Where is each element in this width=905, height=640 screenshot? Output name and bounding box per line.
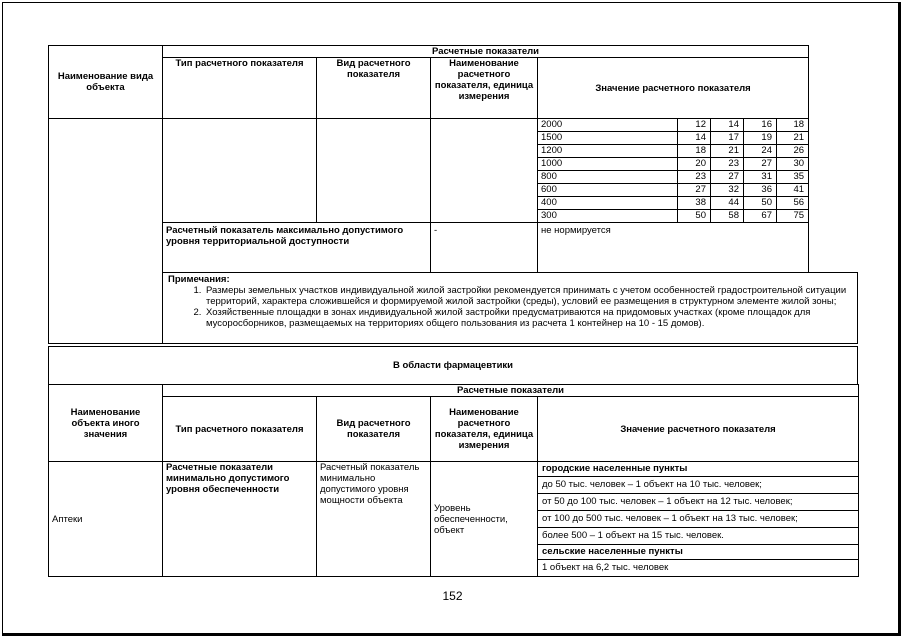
group-header: Расчетные показатели — [163, 46, 809, 58]
group-header: Расчетные показатели — [163, 385, 859, 397]
note-item: 2. Хозяйственные площадки в зонах индивидуальной жилой застройки предусматриваются на придомовых участках (кроме площадок для мусоросборников, размещаемых на территориях общего пользования из расчета 1 контейнер на 10 - 15 домов). — [204, 307, 852, 329]
density-value: 16 — [744, 119, 777, 132]
area-value: 300 — [538, 210, 678, 223]
col-name-header: Наименование расчетного показателя, единица измерения — [431, 58, 538, 119]
rural-title: сельские населенные пункты — [542, 546, 683, 557]
pharmacy-object: Аптеки — [49, 462, 163, 577]
col-kind-header: Вид расчетного показателя — [317, 58, 431, 119]
area-value: 1000 — [538, 158, 678, 171]
density-value: 56 — [777, 197, 809, 210]
density-value: 20 — [678, 158, 711, 171]
object-cell — [49, 119, 163, 344]
max-indicator-kind: - — [431, 223, 538, 273]
pharmacy-name: Уровень обеспеченности, объект — [431, 462, 538, 577]
density-value: 26 — [777, 145, 809, 158]
density-value: 58 — [711, 210, 744, 223]
density-value: 27 — [711, 171, 744, 184]
col-value-header: Значение расчетного показателя — [538, 397, 859, 462]
density-value: 30 — [777, 158, 809, 171]
type-cell — [163, 119, 317, 223]
area-value: 800 — [538, 171, 678, 184]
urban-line: более 500 – 1 объект на 15 тыс. человек. — [538, 527, 858, 544]
density-value: 21 — [711, 145, 744, 158]
urban-title: городские населенные пункты — [542, 463, 688, 474]
max-indicator-type: Расчетный показатель максимально допустимого уровня территориальной доступности — [163, 223, 431, 273]
urban-line: до 50 тыс. человек – 1 объект на 10 тыс. человек; — [538, 476, 858, 493]
density-value: 31 — [744, 171, 777, 184]
density-value: 44 — [711, 197, 744, 210]
density-value: 14 — [711, 119, 744, 132]
area-value: 600 — [538, 184, 678, 197]
note-item: 1. Размеры земельных участков индивидуальной жилой застройки рекомендуется принимать с учетом особенностей градостроительной ситуации территорий, характера сложившейся и формируемой жилой застройки (среды), условий ее размещения в структурном элементе жилой зоны; — [204, 285, 852, 307]
col-object-header: Наименование вида объекта — [49, 46, 163, 119]
density-value: 50 — [744, 197, 777, 210]
name-cell — [431, 119, 538, 223]
urban-line: от 50 до 100 тыс. человек – 1 объект на 12 тыс. человек; — [538, 493, 858, 510]
density-value: 23 — [711, 158, 744, 171]
col-name-header: Наименование расчетного показателя, единица измерения — [431, 397, 538, 462]
rural-line: 1 объект на 6,2 тыс. человек — [538, 559, 858, 576]
density-value: 35 — [777, 171, 809, 184]
max-indicator-value: не нормируется — [538, 223, 809, 273]
density-value: 36 — [744, 184, 777, 197]
area-value: 1200 — [538, 145, 678, 158]
col-value-header: Значение расчетного показателя — [538, 58, 809, 119]
area-value: 2000 — [538, 119, 678, 132]
section-title: В области фармацевтики — [49, 347, 858, 385]
notes-cell — [163, 273, 858, 344]
notes-list — [168, 285, 852, 329]
density-value: 75 — [777, 210, 809, 223]
density-value: 27 — [744, 158, 777, 171]
col-kind-header: Вид расчетного показателя — [317, 397, 431, 462]
pharmacy-type: Расчетные показатели минимально допустимого уровня обеспеченности — [163, 462, 317, 577]
density-value: 23 — [678, 171, 711, 184]
density-value: 18 — [678, 145, 711, 158]
area-value: 1500 — [538, 132, 678, 145]
density-value: 27 — [678, 184, 711, 197]
density-value: 17 — [711, 132, 744, 145]
notes-title: Примечания: — [168, 274, 230, 285]
density-value: 19 — [744, 132, 777, 145]
density-value: 67 — [744, 210, 777, 223]
urban-cell — [538, 462, 859, 545]
density-value: 50 — [678, 210, 711, 223]
rural-cell — [538, 545, 859, 577]
density-value: 14 — [678, 132, 711, 145]
density-value: 12 — [678, 119, 711, 132]
col-type-header: Тип расчетного показателя — [163, 58, 317, 119]
col-object-header: Наименование объекта иного значения — [49, 385, 163, 462]
pharmacy-indicators-table — [48, 384, 859, 577]
col-type-header: Тип расчетного показателя — [163, 397, 317, 462]
density-value: 38 — [678, 197, 711, 210]
section-title-table — [48, 346, 858, 385]
area-value: 400 — [538, 197, 678, 210]
density-value: 18 — [777, 119, 809, 132]
residential-indicators-table — [48, 45, 858, 344]
density-value: 21 — [777, 132, 809, 145]
page-number: 152 — [442, 589, 463, 603]
pharmacy-kind: Расчетный показатель минимально допустимого уровня мощности объекта — [317, 462, 431, 577]
kind-cell — [317, 119, 431, 223]
density-value: 41 — [777, 184, 809, 197]
density-value: 32 — [711, 184, 744, 197]
urban-line: от 100 до 500 тыс. человек – 1 объект на 13 тыс. человек; — [538, 510, 858, 527]
density-value: 24 — [744, 145, 777, 158]
